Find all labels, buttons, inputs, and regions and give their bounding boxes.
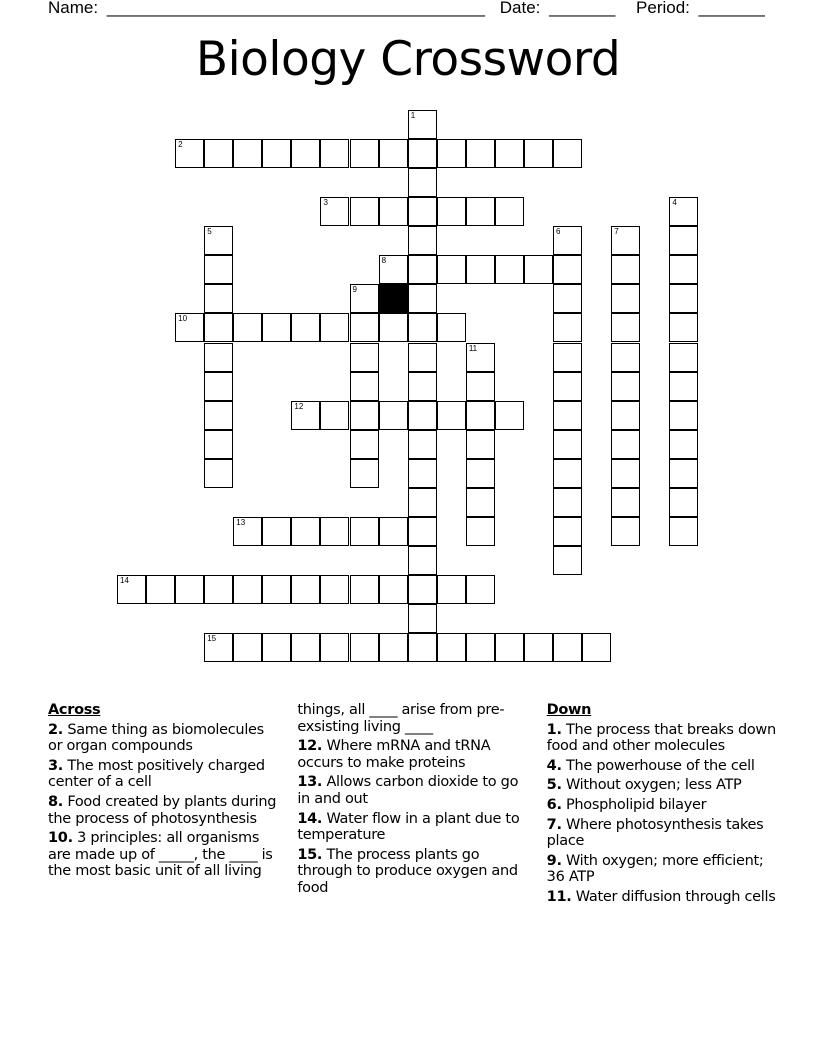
cell-number: 15 — [207, 634, 217, 644]
crossword-cell[interactable] — [553, 401, 582, 430]
crossword-cell[interactable] — [146, 575, 175, 604]
clue-number: 12. — [297, 738, 323, 755]
crossword-cell[interactable] — [350, 633, 379, 662]
crossword-cell[interactable] — [669, 372, 698, 401]
crossword-cell[interactable] — [379, 139, 408, 168]
clue-text: Allows carbon dioxide to go in and out — [297, 774, 519, 807]
crossword-cell[interactable] — [204, 255, 233, 284]
clue-across — [48, 794, 279, 827]
cell-number: 3 — [323, 198, 328, 208]
clue-text: 3 principles: all organisms are made up of _____, the ____ is the most basic unit of all living things, all ____ arise from pre-exsisting living ____ — [48, 702, 505, 880]
crossword-cell[interactable] — [379, 401, 408, 430]
clue-text: The most positively charged center of a cell — [48, 757, 265, 791]
crossword-cell[interactable] — [233, 575, 262, 604]
crossword-cell[interactable] — [233, 313, 262, 342]
clue-text: Phospholipid bilayer — [565, 796, 707, 813]
clue-number: 11. — [546, 888, 572, 905]
crossword-cell[interactable] — [553, 459, 582, 488]
crossword-cell[interactable] — [495, 401, 524, 430]
cell-number: 2 — [178, 140, 183, 150]
crossword-cell[interactable] — [379, 255, 408, 284]
crossword-cell[interactable] — [466, 139, 495, 168]
cell-number: 4 — [672, 198, 677, 208]
crossword-cell[interactable] — [291, 517, 320, 546]
crossword-cell[interactable] — [204, 343, 233, 372]
crossword-cell[interactable] — [204, 313, 233, 342]
clue-text: The process that breaks down food and other molecules — [546, 721, 776, 755]
clue-text: Where photosynthesis takes place — [546, 816, 764, 850]
crossword-cell[interactable] — [669, 401, 698, 430]
crossword-cell[interactable] — [466, 255, 495, 284]
crossword-cell[interactable] — [204, 139, 233, 168]
clue-text: The powerhouse of the cell — [565, 757, 755, 774]
crossword-cell[interactable] — [611, 430, 640, 459]
crossword-cell[interactable] — [582, 633, 611, 662]
clue-number: 4. — [546, 757, 562, 774]
crossword-cell[interactable] — [524, 255, 553, 284]
crossword-cell[interactable] — [350, 139, 379, 168]
crossword-cell[interactable] — [524, 633, 553, 662]
cell-number: 1 — [410, 111, 416, 120]
crossword-cell[interactable] — [553, 546, 582, 575]
crossword-cell[interactable] — [350, 284, 379, 313]
crossword-cell[interactable] — [553, 633, 582, 662]
cell-number: 5 — [207, 227, 212, 237]
crossword-cell[interactable] — [466, 430, 495, 459]
crossword-cell[interactable] — [408, 110, 437, 139]
cell-number: 8 — [381, 256, 387, 266]
clue-down — [547, 777, 778, 794]
clue-across — [297, 847, 528, 897]
crossword-cell[interactable] — [204, 284, 233, 313]
crossword-cell[interactable] — [291, 313, 320, 342]
crossword-cell[interactable] — [291, 575, 320, 604]
crossword-cell[interactable] — [553, 284, 582, 313]
crossword-cell[interactable] — [437, 313, 466, 342]
crossword-cell[interactable] — [408, 139, 437, 168]
clue-across — [297, 738, 528, 771]
clue-down — [547, 817, 778, 850]
crossword-cell[interactable] — [117, 575, 146, 604]
crossword-cell[interactable] — [262, 313, 291, 342]
student-info-header — [48, 0, 769, 18]
clue-down — [547, 853, 778, 886]
crossword-cell[interactable] — [466, 459, 495, 488]
crossword-cell[interactable] — [408, 372, 437, 401]
crossword-cell[interactable] — [669, 459, 698, 488]
clue-number: 3. — [48, 757, 63, 774]
crossword-cell[interactable] — [553, 430, 582, 459]
crossword-cell[interactable] — [175, 575, 204, 604]
crossword-cell[interactable] — [320, 197, 349, 226]
crossword-cell[interactable] — [466, 575, 495, 604]
crossword-cell[interactable] — [204, 575, 233, 604]
crossword-cell[interactable] — [408, 459, 437, 488]
crossword-cell[interactable] — [466, 343, 495, 372]
crossword-cell[interactable] — [611, 372, 640, 401]
crossword-cell[interactable] — [466, 517, 495, 546]
crossword-cell[interactable] — [669, 197, 698, 226]
clue-number: 1. — [546, 721, 562, 738]
crossword-cell[interactable] — [611, 226, 640, 255]
crossword-cell[interactable] — [611, 255, 640, 284]
crossword-cell[interactable] — [204, 372, 233, 401]
clue-across — [297, 811, 528, 844]
crossword-cell[interactable] — [437, 575, 466, 604]
crossword-cell[interactable] — [408, 488, 437, 517]
clue-down — [547, 758, 778, 775]
crossword-cell[interactable] — [611, 401, 640, 430]
clue-text: Same thing as biomolecules or organ compounds — [48, 721, 264, 755]
date-blank[interactable]: _______ — [549, 0, 616, 17]
cell-number: 11 — [468, 343, 478, 353]
clue-list — [48, 702, 778, 906]
crossword-cell[interactable] — [553, 226, 582, 255]
crossword-cell[interactable] — [466, 197, 495, 226]
crossword-cell[interactable] — [204, 401, 233, 430]
clue-down — [547, 889, 778, 906]
crossword-cell[interactable] — [350, 343, 379, 372]
clue-number: 5. — [546, 777, 562, 794]
clue-number: 8. — [48, 793, 63, 810]
cell-number: 6 — [556, 227, 561, 237]
crossword-cell[interactable] — [291, 633, 320, 662]
crossword-cell[interactable] — [204, 430, 233, 459]
crossword-cell[interactable] — [233, 139, 262, 168]
crossword-cell[interactable] — [379, 633, 408, 662]
crossword-cell[interactable] — [408, 633, 437, 662]
crossword-cell[interactable] — [350, 459, 379, 488]
crossword-cell[interactable] — [262, 633, 291, 662]
crossword-cell[interactable] — [611, 488, 640, 517]
crossword-cell[interactable] — [495, 139, 524, 168]
crossword-cell[interactable] — [611, 459, 640, 488]
name-blank[interactable]: ________________________________________ — [106, 0, 485, 17]
crossword-cell[interactable] — [437, 255, 466, 284]
clue-text: Water flow in a plant due to temperature — [297, 810, 520, 844]
name-label: Name: — [48, 0, 99, 17]
crossword-cell[interactable] — [669, 488, 698, 517]
period-blank[interactable]: _______ — [698, 0, 765, 17]
clue-text: Without oxygen; less ATP — [565, 777, 742, 794]
crossword-cell[interactable] — [408, 604, 437, 633]
crossword-cell[interactable] — [350, 401, 379, 430]
period-label: Period: — [636, 0, 690, 17]
clue-text: Water diffusion through cells — [575, 888, 776, 905]
crossword-cell[interactable] — [437, 401, 466, 430]
crossword-cell[interactable] — [379, 313, 408, 342]
crossword-cell[interactable] — [495, 633, 524, 662]
crossword-cell[interactable] — [669, 226, 698, 255]
crossword-cell[interactable] — [233, 633, 262, 662]
crossword-cell[interactable] — [611, 343, 640, 372]
crossword-cell[interactable] — [350, 313, 379, 342]
crossword-cell[interactable] — [204, 226, 233, 255]
crossword-cell[interactable] — [379, 517, 408, 546]
crossword-cell[interactable] — [320, 575, 349, 604]
crossword-cell[interactable] — [408, 575, 437, 604]
crossword-cell[interactable] — [669, 313, 698, 342]
crossword-cell[interactable] — [408, 226, 437, 255]
clue-number: 15. — [297, 846, 323, 863]
cell-number: 13 — [236, 517, 246, 527]
crossword-cell[interactable] — [669, 517, 698, 546]
crossword-cell[interactable] — [408, 313, 437, 342]
crossword-cell[interactable] — [553, 343, 582, 372]
crossword-cell[interactable] — [669, 343, 698, 372]
crossword-cell[interactable] — [350, 430, 379, 459]
crossword-cell[interactable] — [320, 313, 349, 342]
crossword-cell[interactable] — [611, 313, 640, 342]
crossword-cell[interactable] — [495, 255, 524, 284]
crossword-cell[interactable] — [408, 255, 437, 284]
crossword-cell[interactable] — [611, 284, 640, 313]
crossword-cell[interactable] — [466, 488, 495, 517]
clue-across — [297, 774, 528, 807]
crossword-cell[interactable] — [291, 401, 320, 430]
crossword-cell[interactable] — [553, 517, 582, 546]
clue-down — [547, 722, 778, 755]
clue-number: 2. — [48, 721, 63, 738]
across-heading: Across — [48, 702, 101, 718]
crossword-cell[interactable] — [379, 575, 408, 604]
black-cell — [379, 284, 408, 313]
crossword-cell[interactable] — [408, 546, 437, 575]
crossword-cell[interactable] — [669, 430, 698, 459]
crossword-cell[interactable] — [350, 517, 379, 546]
crossword-cell[interactable] — [553, 372, 582, 401]
crossword-cell[interactable] — [553, 488, 582, 517]
crossword-cell[interactable] — [233, 517, 262, 546]
crossword-cell[interactable] — [466, 401, 495, 430]
crossword-cell[interactable] — [408, 168, 437, 197]
crossword-cell[interactable] — [408, 284, 437, 313]
clue-across — [48, 758, 279, 791]
crossword-cell[interactable] — [320, 139, 349, 168]
crossword-cell[interactable] — [437, 633, 466, 662]
crossword-cell[interactable] — [204, 633, 233, 662]
cell-number: 9 — [352, 285, 357, 295]
crossword-cell[interactable] — [320, 517, 349, 546]
clue-number: 6. — [546, 796, 562, 813]
clue-number: 9. — [546, 852, 562, 869]
crossword-cell[interactable] — [553, 255, 582, 284]
clue-down — [547, 797, 778, 814]
clue-text: Where mRNA and tRNA occurs to make proteins — [297, 738, 491, 771]
crossword-cell[interactable] — [553, 313, 582, 342]
crossword-cell[interactable] — [262, 517, 291, 546]
crossword-cell[interactable] — [320, 401, 349, 430]
crossword-cell[interactable] — [350, 197, 379, 226]
crossword-cell[interactable] — [408, 197, 437, 226]
crossword-cell[interactable] — [262, 139, 291, 168]
crossword-cell[interactable] — [669, 255, 698, 284]
date-label: Date: — [499, 0, 541, 17]
cell-number: 14 — [120, 576, 129, 586]
clue-number: 7. — [546, 816, 562, 833]
crossword-cell[interactable] — [495, 197, 524, 226]
crossword-cell[interactable] — [262, 575, 291, 604]
crossword-cell[interactable] — [408, 430, 437, 459]
clue-text: Food created by plants during the process of photosynthesis — [48, 793, 277, 827]
clue-number: 14. — [297, 810, 323, 827]
cell-number: 12 — [294, 401, 304, 411]
crossword-cell[interactable] — [350, 575, 379, 604]
crossword-cell[interactable] — [175, 313, 204, 342]
crossword-cell[interactable] — [408, 401, 437, 430]
crossword-cell[interactable] — [553, 139, 582, 168]
crossword-cell[interactable] — [437, 197, 466, 226]
page-title: Biology Crossword — [195, 32, 621, 87]
crossword-cell[interactable] — [524, 139, 553, 168]
crossword-cell[interactable] — [204, 459, 233, 488]
crossword-cell[interactable] — [611, 517, 640, 546]
clue-text: With oxygen; more efficient; 36 ATP — [546, 852, 764, 886]
crossword-cell[interactable] — [466, 633, 495, 662]
clue-number: 10. — [48, 830, 73, 847]
crossword-cell[interactable] — [379, 197, 408, 226]
down-heading: Down — [546, 702, 592, 718]
crossword-cell[interactable] — [669, 284, 698, 313]
crossword-cell[interactable] — [320, 633, 349, 662]
cell-number: 10 — [178, 314, 188, 324]
crossword-cell[interactable] — [350, 372, 379, 401]
clue-across — [48, 722, 279, 755]
crossword-cell[interactable] — [466, 372, 495, 401]
crossword-cell[interactable] — [437, 139, 466, 168]
crossword-cell[interactable] — [408, 517, 437, 546]
clue-number: 13. — [297, 774, 323, 791]
crossword-cell[interactable] — [408, 343, 437, 372]
crossword-cell[interactable] — [291, 139, 320, 168]
clue-text: The process plants go through to produce oxygen and food — [297, 846, 518, 896]
crossword-cell[interactable] — [175, 139, 204, 168]
cell-number: 7 — [614, 227, 619, 237]
